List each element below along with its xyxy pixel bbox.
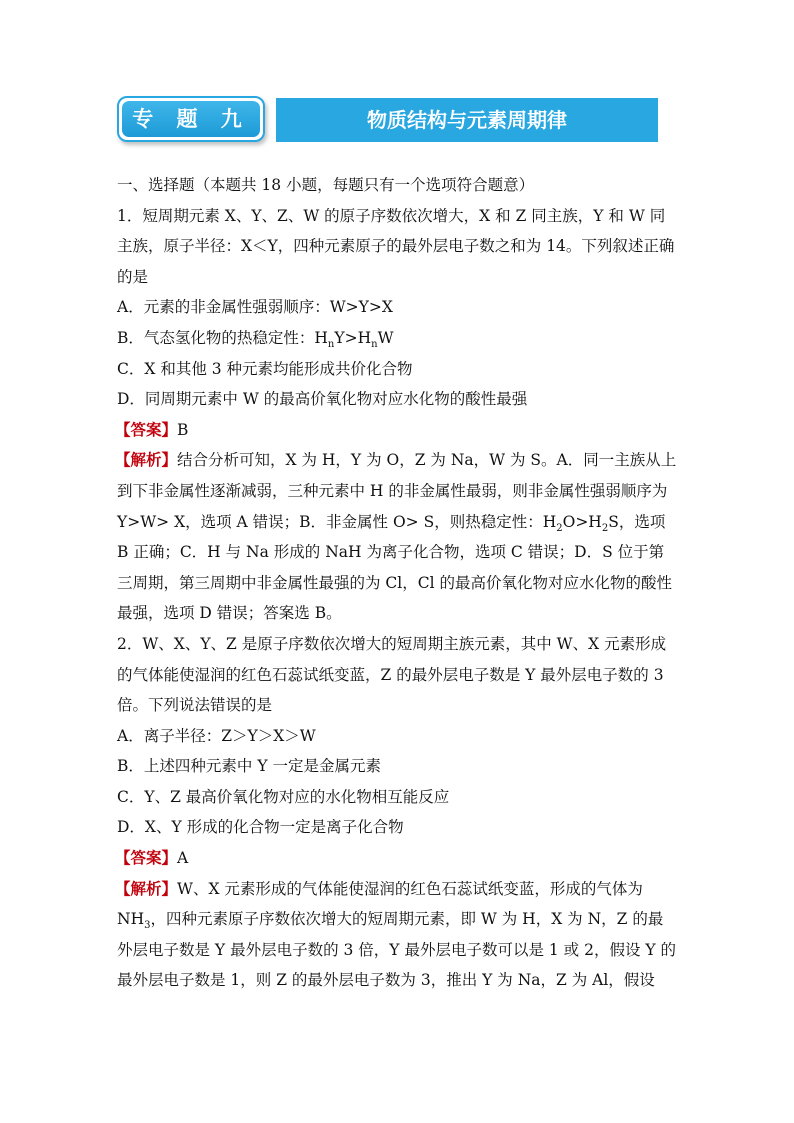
q2-answer xyxy=(117,843,677,874)
q2-option-d: D．X、Y 形成的化合物一定是离子化合物 xyxy=(117,818,404,837)
subscript: n xyxy=(327,339,335,351)
q1-option-b-text: Y>H xyxy=(334,328,372,347)
q2-option-a: A．离子半径：Z＞Y＞X＞W xyxy=(117,726,316,745)
q2-analysis-text: ，四种元素原子序数依次增大的短周期元素，即 W 为 H，X 为 N，Z 的最外层电子数是 Y 最外层电子数的 3 倍，Y 最外层电子数可以是 1 或 2，假设 Y 的最外层电子数是 1，则 Z 的最外层电子数为 3，推出 Y 为 Na，Z 为 Al，假设 xyxy=(117,910,677,990)
topic-tag xyxy=(117,96,265,142)
q2-option-b: B．上述四种元素中 Y 一定是金属元素 xyxy=(117,757,381,776)
analysis-label: 【解析】 xyxy=(115,451,178,470)
q1-answer-value: B xyxy=(177,420,189,439)
subscript: 2 xyxy=(601,522,609,534)
q2-stem: 2．W、X、Y、Z 是原子序数依次增大的短周期主族元素，其中 W、X 元素形成的气体能使湿润的红色石蕊试纸变蓝，Z 的最外层电子数是 Y 最外层电子数的 3 倍。下列说法错误的是 xyxy=(117,634,667,715)
subscript: 2 xyxy=(556,522,563,534)
q1-analysis xyxy=(117,445,677,629)
q2-answer-value: A xyxy=(177,849,189,868)
topic-tag-label: 专 题 九 xyxy=(122,101,260,137)
subscript: 3 xyxy=(144,920,151,932)
q1-analysis-text: S，选项 B 正确；C．H 与 Na 形成的 NaH 为离子化合物，选项 C 错误；D．S 位于第三周期，第三周期中非金属性最强的为 Cl，Cl 的最高价氧化物对应水化物的酸性最强，选项 D 错误；答案选 B。 xyxy=(117,512,672,623)
q1-analysis-text: O>H xyxy=(562,512,602,531)
document-body xyxy=(117,170,677,996)
q1-option-d: D．同周期元素中 W 的最高价氧化物对应水化物的酸性最强 xyxy=(117,390,528,409)
q2-analysis-text: W、X 元素形成的气体能使湿润的红色石蕊试纸变蓝，形成的气体为 NH xyxy=(117,879,643,929)
analysis-label: 【解析】 xyxy=(115,879,178,898)
q2-analysis xyxy=(117,874,677,996)
q1-option-b-text: W xyxy=(377,328,394,347)
topic-header xyxy=(117,96,658,144)
topic-title: 物质结构与元素周期律 xyxy=(276,98,658,142)
answer-label: 【答案】 xyxy=(115,420,178,439)
q1-analysis-text: 结合分析可知，X 为 H，Y 为 O，Z 为 Na，W 为 S。A．同一主族从上到下非金属性逐渐减弱，三种元素中 H 的非金属性最弱，则非金属性强弱顺序为 Y>W> X，选项 A 错误；B．非金属性 O> S，则热稳定性：H xyxy=(117,451,677,531)
answer-label: 【答案】 xyxy=(115,849,178,868)
q1-option-c: C．X 和其他 3 种元素均能形成共价化合物 xyxy=(117,359,413,378)
q2-option-c: C．Y、Z 最高价氧化物对应的水化物相互能反应 xyxy=(117,787,450,806)
q1-answer xyxy=(117,415,677,446)
q1-option-b-text: B．气态氢化物的热稳定性：H xyxy=(117,328,328,347)
subscript: n xyxy=(371,339,378,351)
q1-stem: 1．短周期元素 X、Y、Z、W 的原子序数依次增大，X 和 Z 同主族，Y 和 W 同主族，原子半径：X＜Y，四种元素原子的最外层电子数之和为 14。下列叙述正确的是 xyxy=(117,206,675,286)
q1-option-a: A．元素的非金属性强弱顺序：W>Y>X xyxy=(117,298,393,317)
q1-option-b xyxy=(117,323,677,354)
section-heading: 一、选择题（本题共 18 小题，每题只有一个选项符合题意） xyxy=(117,176,535,194)
